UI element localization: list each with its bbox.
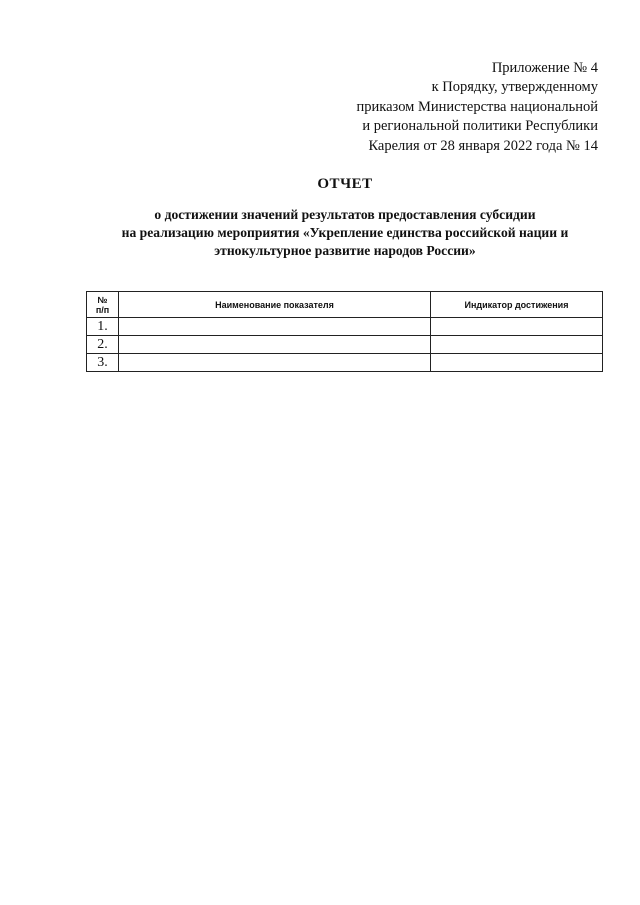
header-number xyxy=(87,292,119,318)
row-number: 3. xyxy=(87,354,119,372)
report-subtitle-line: о достижении значений результатов предоставления субсидии xyxy=(154,207,536,222)
appendix-line: Карелия от 28 января 2022 года № 14 xyxy=(368,137,598,154)
table-row xyxy=(87,354,603,372)
indicators-table xyxy=(86,291,603,372)
indicator-name-cell[interactable] xyxy=(119,318,431,336)
appendix-line: приказом Министерства национальной xyxy=(356,98,598,115)
header-number-abbrev: п/п xyxy=(95,304,110,315)
report-subtitle-line: этнокультурное развитие народов России» xyxy=(214,243,476,258)
achievement-indicator-cell[interactable] xyxy=(431,318,603,336)
table-row xyxy=(87,318,603,336)
indicator-name-cell[interactable] xyxy=(119,354,431,372)
header-number-sign: № xyxy=(97,294,108,305)
achievement-indicator-cell[interactable] xyxy=(431,354,603,372)
indicator-name-cell[interactable] xyxy=(119,336,431,354)
report-title: ОТЧЕТ xyxy=(317,176,373,192)
table-row xyxy=(87,336,603,354)
report-subtitle-line: на реализацию мероприятия «Укрепление единства российской нации и xyxy=(121,225,569,240)
row-number: 1. xyxy=(87,318,119,336)
achievement-indicator-cell[interactable] xyxy=(431,336,603,354)
header-indicator-name: Наименование показателя xyxy=(119,292,431,318)
report-subtitle xyxy=(0,206,640,260)
row-number: 2. xyxy=(87,336,119,354)
header-achievement-indicator: Индикатор достижения xyxy=(431,292,603,318)
appendix-line: и региональной политики Республики xyxy=(362,118,598,135)
table-header-row xyxy=(87,292,603,318)
appendix-line: Приложение № 4 xyxy=(491,60,598,76)
appendix-line: к Порядку, утвержденному xyxy=(431,79,598,96)
appendix-reference-block xyxy=(357,59,598,156)
